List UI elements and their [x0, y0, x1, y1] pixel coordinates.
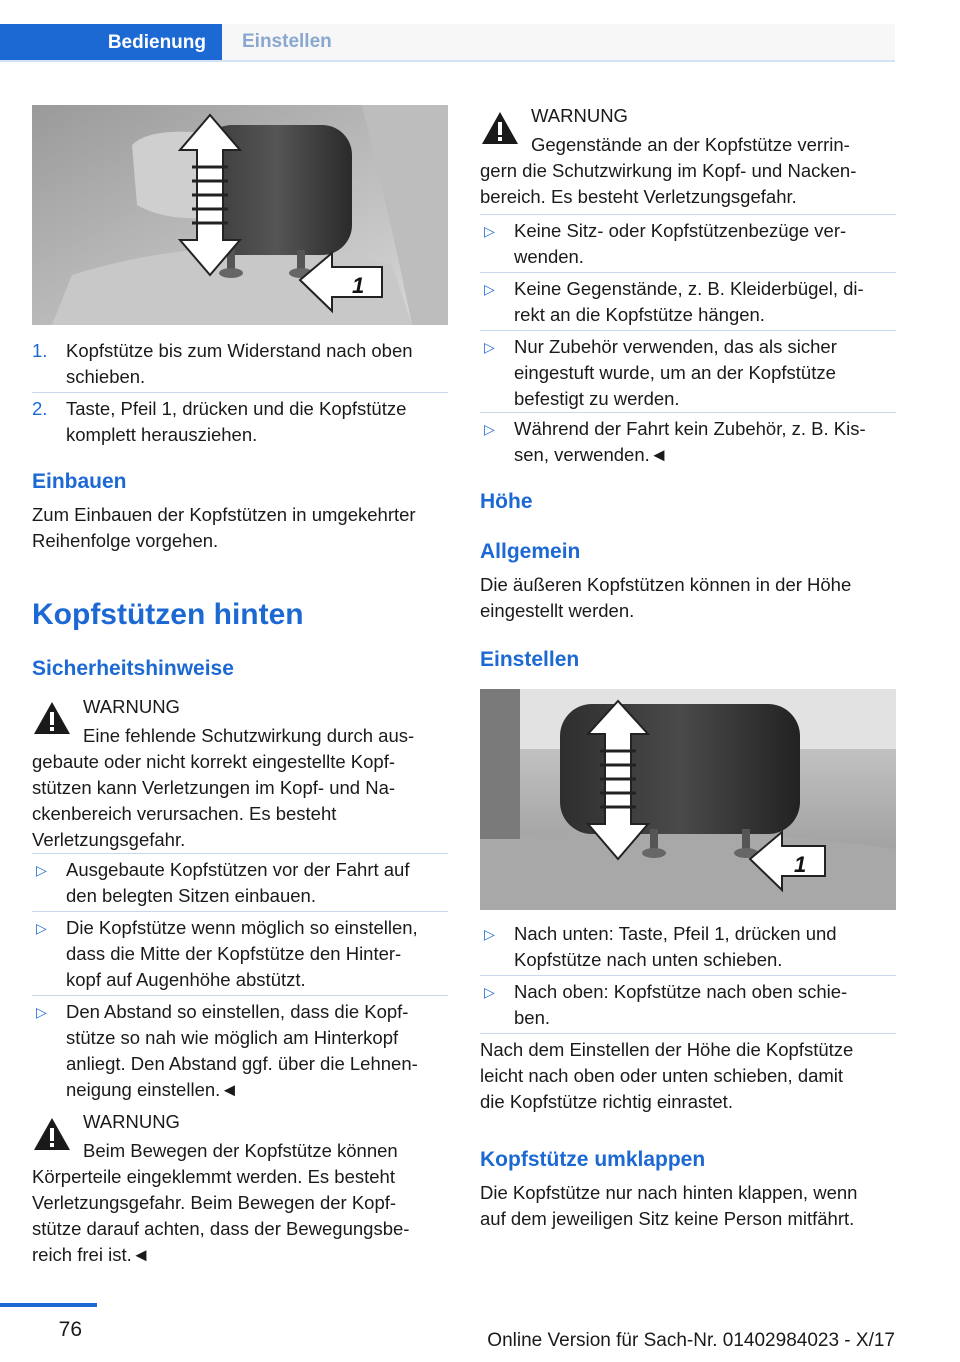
figure-label-1: 1 [794, 852, 807, 877]
bullet-text: Nur Zubehör verwenden, das als sicher eingestuft wurde, um an der Kopfstütze befestigt zu werden. [514, 336, 837, 409]
divider [32, 853, 448, 854]
step-text: Taste, Pfeil 1, drücken und die Kopfstütze komplett herausziehen. [66, 398, 407, 445]
divider [480, 272, 896, 273]
umklappen-text: Die Kopfstütze nur nach hinten klappen, wenn auf dem jeweiligen Sitz keine Person mitfährt. [480, 1182, 858, 1229]
bullet-text: Den Abstand so einstellen, dass die Kopf- stütze so nah wie möglich am Hinterkopf anliegt. Den Abstand ggf. über die Lehnen- neigung einstellen.◄ [66, 1001, 418, 1100]
triangle-bullet-icon: ▷ [484, 339, 495, 355]
tab-einstellen[interactable]: Einstellen [222, 24, 895, 62]
bullet-text: Keine Sitz- oder Kopfstützenbezüge ver- wenden. [514, 220, 847, 267]
step-number: 2. [32, 398, 48, 419]
warning-title: WARNUNG [83, 1111, 180, 1132]
divider [480, 975, 896, 976]
divider [32, 392, 448, 393]
page-number: 76 [58, 1318, 82, 1341]
warning-text: gebaute oder nicht korrekt eingestellte Kopf- stützen kann Verletzungen im Kopf- und Na- ckenbereich verursachen. Es besteht Verletzungsgefahr. [32, 751, 396, 850]
bullet-text: Nach oben: Kopfstütze nach oben schie- ben. [514, 981, 848, 1028]
online-version-text: Online Version für Sach-Nr. 01402984023 - X/17 [487, 1330, 895, 1351]
triangle-bullet-icon: ▷ [484, 926, 495, 942]
warning-icon [480, 110, 520, 146]
footer-rule [0, 1303, 97, 1307]
header-rule [0, 60, 895, 62]
step-number: 1. [32, 340, 48, 361]
tab-bedienung[interactable]: Bedienung [0, 24, 222, 62]
warning-first-line: Gegenstände an der Kopfstütze verrin- [531, 134, 850, 155]
figure-rear-headrest [480, 689, 896, 910]
warning-text: Körperteile eingeklemmt werden. Es besteht Verletzungsgefahr. Beim Bewegen der Kopf- stütze darauf achten, dass der Bewegungsbe- reich frei ist.◄ [32, 1166, 410, 1265]
step-text: Kopfstütze bis zum Widerstand nach oben schieben. [66, 340, 413, 387]
heading-einstellen: Einstellen [480, 648, 580, 671]
divider [480, 1033, 896, 1034]
warning-first-line: Beim Bewegen der Kopfstütze können [83, 1140, 398, 1161]
triangle-bullet-icon: ▷ [36, 862, 47, 878]
bullet-text: Ausgebaute Kopfstützen vor der Fahrt auf den belegten Sitzen einbauen. [66, 859, 410, 906]
bullet-text: Keine Gegenstände, z. B. Kleiderbügel, di- rekt an die Kopfstütze hängen. [514, 278, 864, 325]
heading-allgemein: Allgemein [480, 540, 581, 563]
warning-first-line: Eine fehlende Schutzwirkung durch aus- [83, 725, 415, 746]
warning-icon [32, 1116, 72, 1152]
heading-hoehe: Höhe [480, 490, 533, 513]
triangle-bullet-icon: ▷ [484, 281, 495, 297]
allgemein-text: Die äußeren Kopfstützen können in der Höhe eingestellt werden. [480, 574, 852, 621]
divider [32, 911, 448, 912]
divider [32, 995, 448, 996]
warning-title: WARNUNG [83, 696, 180, 717]
triangle-bullet-icon: ▷ [36, 1004, 47, 1020]
divider [480, 412, 896, 413]
after-adjust-text: Nach dem Einstellen der Höhe die Kopfstütze leicht nach oben oder unten schieben, damit die Kopfstütze richtig einrastet. [480, 1039, 854, 1112]
divider [480, 214, 896, 215]
divider [480, 330, 896, 331]
bullet-text: Die Kopfstütze wenn möglich so einstellen, dass die Mitte der Kopfstütze den Hinter- kopf auf Augenhöhe abstützt. [66, 917, 418, 990]
bullet-text: Während der Fahrt kein Zubehör, z. B. Kis- sen, verwenden.◄ [514, 418, 866, 465]
triangle-bullet-icon: ▷ [484, 421, 495, 437]
warning-text: gern die Schutzwirkung im Kopf- und Nacken- bereich. Es besteht Verletzungsgefahr. [480, 160, 857, 207]
header-tabbar [0, 24, 895, 62]
triangle-bullet-icon: ▷ [36, 920, 47, 936]
triangle-bullet-icon: ▷ [484, 223, 495, 239]
warning-icon [32, 700, 72, 736]
section-title: Kopfstützen hinten [32, 598, 304, 631]
figure-label-1: 1 [352, 273, 365, 298]
warning-title: WARNUNG [531, 105, 628, 126]
einbauen-text: Zum Einbauen der Kopfstützen in umgekehrter Reihenfolge vorgehen. [32, 504, 416, 551]
heading-umklappen: Kopfstütze umklappen [480, 1148, 706, 1171]
bullet-text: Nach unten: Taste, Pfeil 1, drücken und Kopfstütze nach unten schieben. [514, 923, 837, 970]
triangle-bullet-icon: ▷ [484, 984, 495, 1000]
heading-einbauen: Einbauen [32, 470, 127, 493]
heading-sicherheitshinweise: Sicherheitshinweise [32, 657, 234, 680]
figure-front-headrest [32, 105, 448, 325]
